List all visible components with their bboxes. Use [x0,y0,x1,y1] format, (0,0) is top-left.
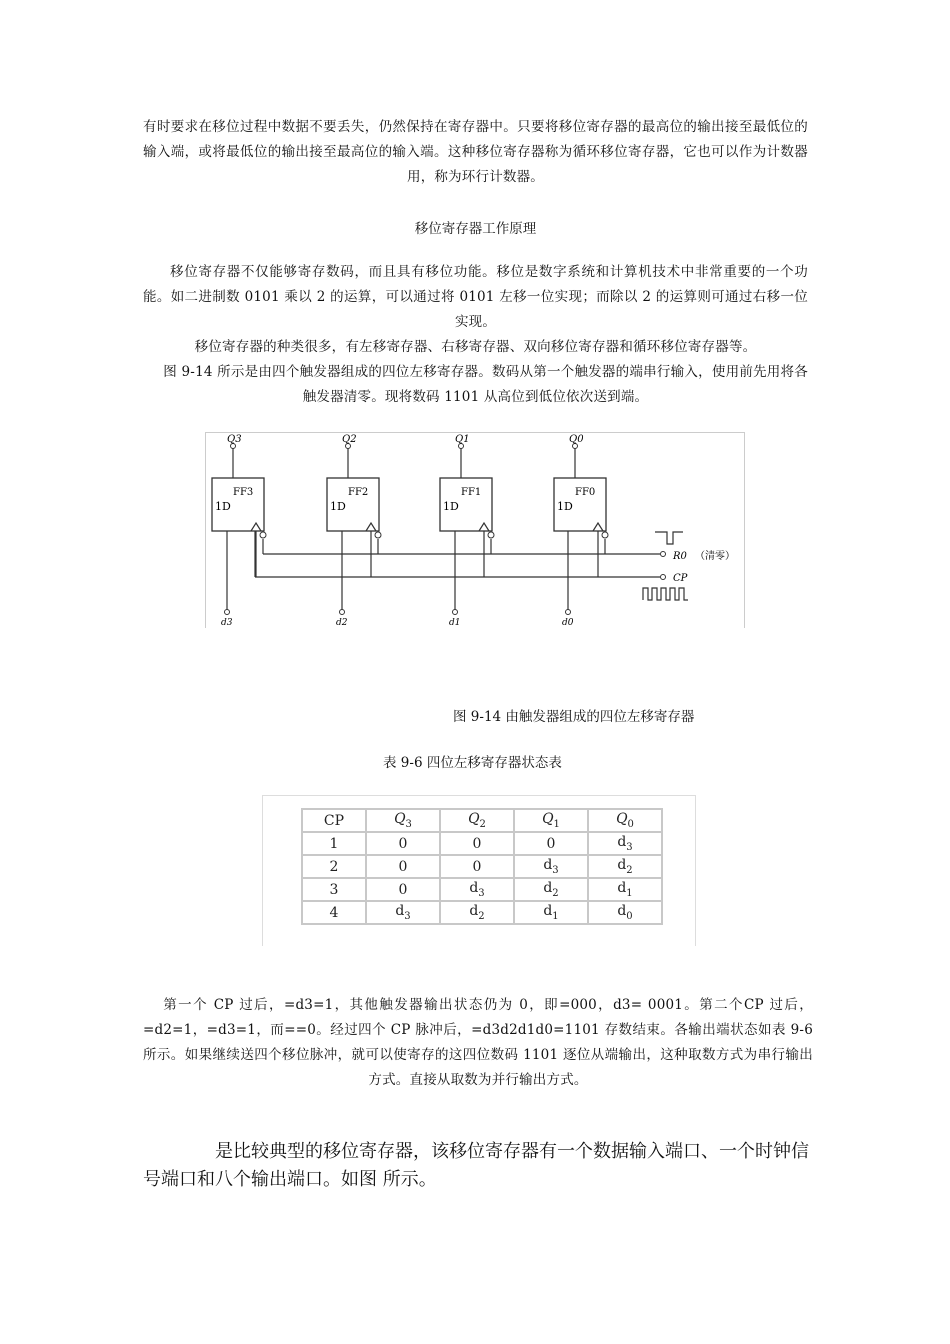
section-heading: 移位寄存器工作原理 [414,221,537,237]
table-cell: 4 [302,901,366,924]
table-header-cell: $Q_2$ [440,809,514,832]
table-header-cell: $Q_1$ [514,809,588,832]
shift-register-circuit-figure [205,432,745,628]
reset-bubble [488,532,494,538]
table-cell: $d_3$ [366,901,440,924]
table-cell: $d_0$ [588,901,662,924]
table-cell: 0 [366,832,440,855]
data-input-label: d3 [221,618,233,628]
table-row [302,855,662,878]
table-cell: 0 [514,832,588,855]
reset-bubble [260,532,266,538]
paragraph-typical-register: 是比较典型的移位寄存器，该移位寄存器有一个数据输入端口、一个时钟信号端口和八个输出端口。如图 所示。 [143,1141,809,1190]
table-cell: 0 [366,878,440,901]
paragraph-circular-shift: 有时要求在移位过程中数据不要丢失，仍然保持在寄存器中。只要将移位寄存器的最高位的输出接至最低位的输入端，或将最低位的输出接至最高位的输入端。这种移位寄存器称为循环移位寄存器，它也可以作为计数器用，称为环行计数器。 [143,119,808,185]
reset-bubble [602,532,608,538]
table-header-cell: $Q_3$ [366,809,440,832]
data-input-terminal [225,610,230,615]
table-row [302,901,662,924]
data-input-label: d2 [336,618,348,628]
table-cell: 1 [302,832,366,855]
data-input-terminal [566,610,571,615]
output-label: Q0 [569,434,584,445]
table-cell: $d_2$ [514,878,588,901]
d-input-label: 1D [443,500,459,513]
table-cell: $d_3$ [514,855,588,878]
table-caption: 表 9-6 四位左移寄存器状态表 [383,755,562,771]
table-row [302,878,662,901]
data-input-label: d0 [562,618,574,628]
table-header-row [302,809,662,832]
reset-terminal [661,552,666,557]
data-input-terminal [340,610,345,615]
table-cell: 0 [440,832,514,855]
d-input-label: 1D [215,500,231,513]
table-cell: 3 [302,878,366,901]
table-cell: $d_3$ [440,878,514,901]
clock-pulse-icon [643,588,688,600]
table-row [302,832,662,855]
paragraph-shift-operation: 第一个 CP 过后，=d3=1，其他触发器输出状态仍为 0，即=000，d3= 0001。第二个CP 过后，=d2=1，=d3=1，而==0。经过四个 CP 脉冲后，=d3d2d1d0=1101 存数结束。各输出端状态如表 9-6 所示。如果继续送四个移位脉冲，就可以使寄存的这四位数码 1101 逐位从端输出，这种取数方式为串行输出方式。直接从取数为并行输出方式。 [143,997,813,1088]
table-cell: 0 [366,855,440,878]
table-cell: $d_3$ [588,832,662,855]
figure-caption: 图 9-14 由触发器组成的四位左移寄存器 [453,709,695,725]
paragraph-shift-types: 移位寄存器的种类很多，有左移寄存器、右移寄存器、双向移位寄存器和循环移位寄存器等。 [194,339,757,355]
reset-label: R0 [673,551,687,562]
paragraph-figure-intro: 图 9-14 所示是由四个触发器组成的四位左移寄存器。数码从第一个触发器的端串行输入，使用前先用将各触发器清零。现将数码 1101 从高位到低位依次送到端。 [163,364,808,405]
table-header-cell: CP [302,809,366,832]
table-cell: 0 [440,855,514,878]
state-table-frame [262,795,696,946]
table-header-cell: $Q_0$ [588,809,662,832]
output-label: Q1 [455,434,470,445]
table-cell: $d_2$ [440,901,514,924]
flipflop-label: FF0 [575,487,596,498]
circuit-diagram [205,432,745,628]
clock-terminal [661,575,666,580]
reset-bubble [375,532,381,538]
output-label: Q3 [227,434,242,445]
paragraph-shift-principle: 移位寄存器不仅能够寄存数码，而且具有移位功能。移位是数字系统和计算机技术中非常重要的一个功能。如二进制数 0101 乘以 2 的运算，可以通过将 0101 左移一位实现；而除以 2 的运算则可通过右移一位实现。 [143,264,808,330]
flipflop-label: FF3 [233,487,254,498]
d-input-label: 1D [557,500,573,513]
clock-label: CP [673,573,688,584]
d-input-label: 1D [330,500,346,513]
table-cell: $d_1$ [514,901,588,924]
table-cell: $d_2$ [588,855,662,878]
table-cell: $d_1$ [588,878,662,901]
table-cell: 2 [302,855,366,878]
state-table [301,808,663,925]
reset-note: （清零） [695,551,735,562]
flipflop-label: FF2 [348,487,369,498]
flipflop-label: FF1 [461,487,482,498]
data-input-label: d1 [449,618,461,628]
reset-pulse-icon [655,532,683,544]
data-input-terminal [453,610,458,615]
output-label: Q2 [342,434,357,445]
